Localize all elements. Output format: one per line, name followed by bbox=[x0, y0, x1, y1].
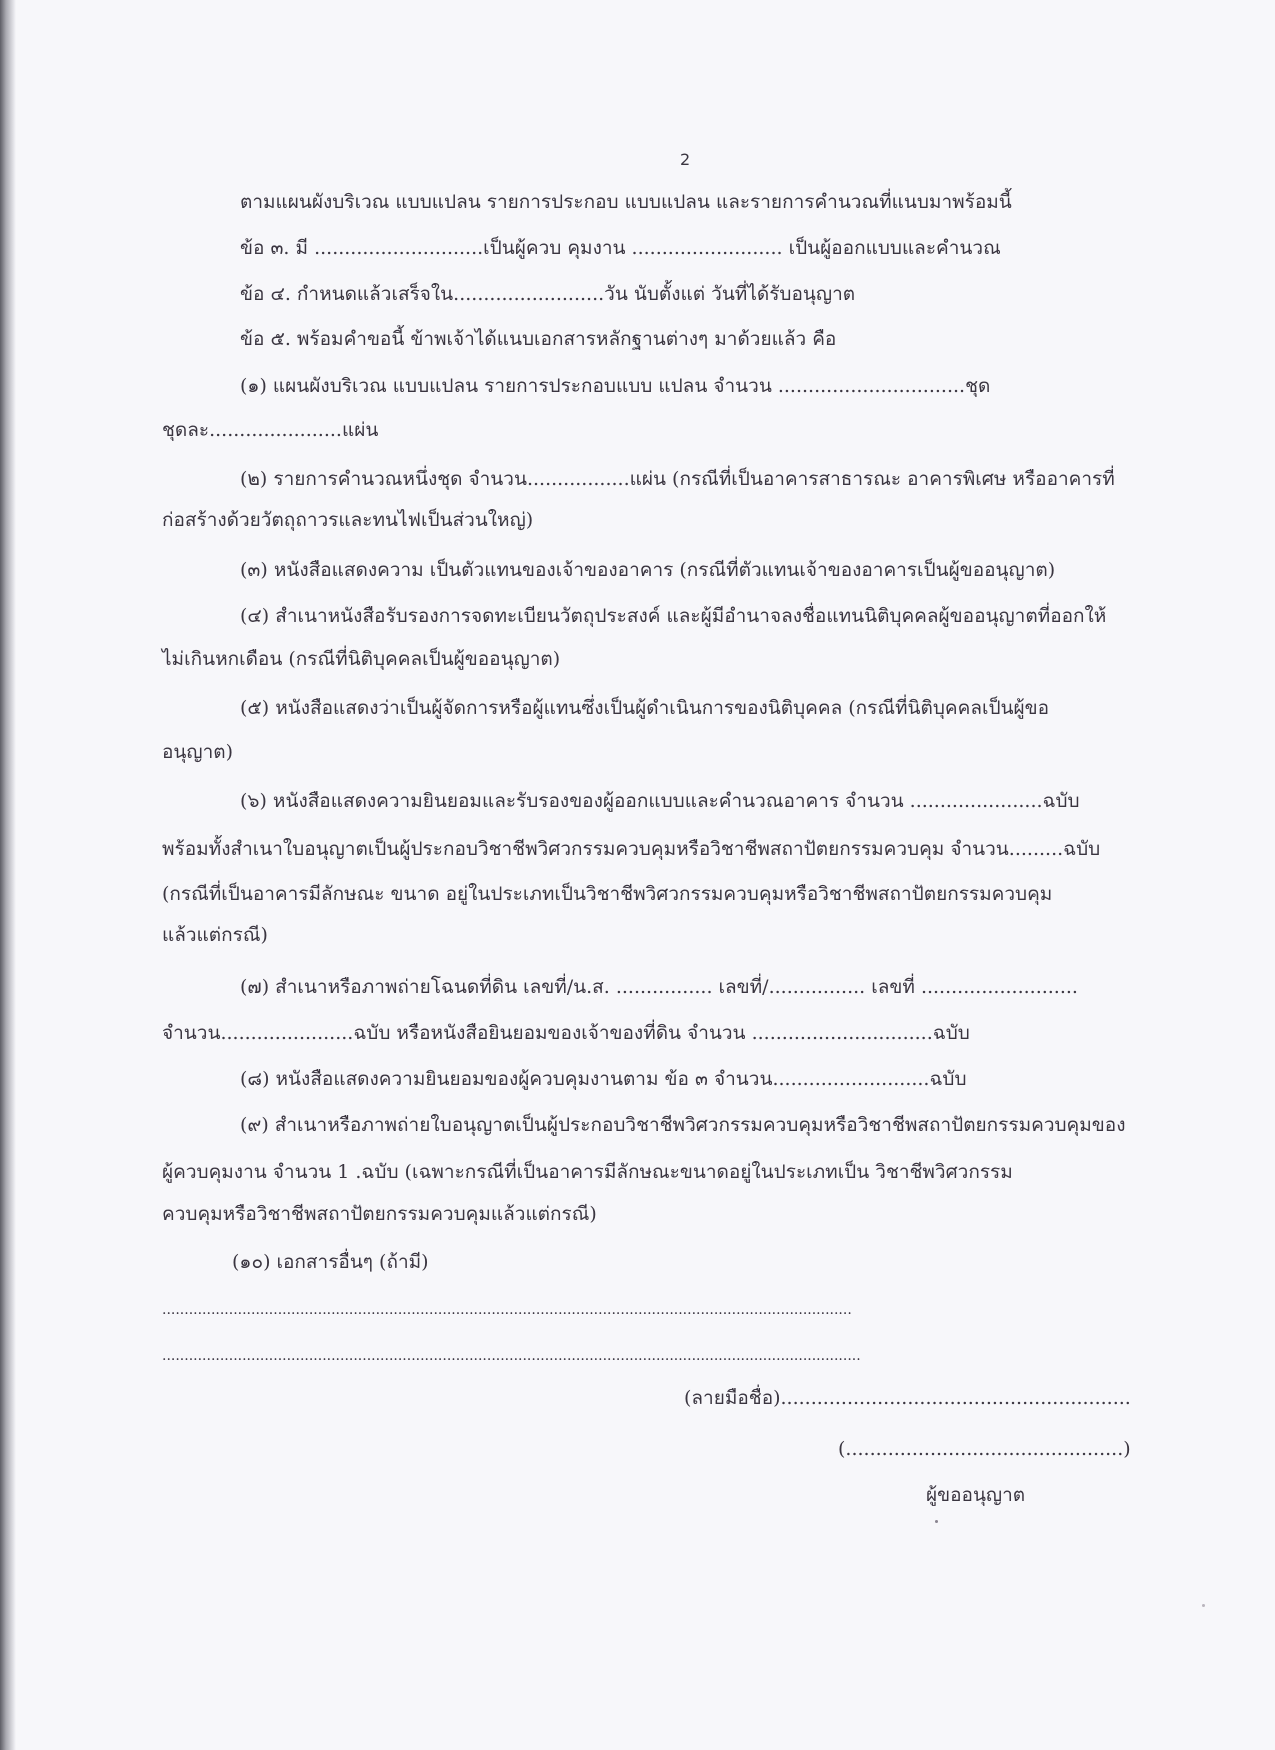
blank-dotted-line-1: ........................................................................................................................................................... bbox=[162, 1302, 852, 1318]
text-line-1: ตามแผนผังบริเวณ แบบแปลน รายการประกอบ แบบแปลน และรายการคำนวณที่แนบมาพร้อมนี้ bbox=[240, 191, 1012, 213]
item-6-cont-2: (กรณีที่เป็นอาคารมีลักษณะ ขนาด อยู่ในประเภทเป็นวิชาชีพวิศวกรรมควบคุมหรือวิชาชีพสถาปัตยกรรมควบคุม bbox=[162, 883, 1053, 905]
item-7-cont: จำนวน......................ฉบับ หรือหนังสือยินยอมของเจ้าของที่ดิน จำนวน ..............................ฉบับ bbox=[162, 1022, 970, 1044]
item-1-cont: ชุดละ......................แผ่น bbox=[162, 419, 379, 441]
item-5: (๕) หนังสือแสดงว่าเป็นผู้จัดการหรือผู้แทนซึ่งเป็นผู้ดำเนินการของนิติบุคคล (กรณีที่นิติบุคคลเป็นผู้ขอ bbox=[240, 697, 1050, 719]
item-8: (๘) หนังสือแสดงความยินยอมของผู้ควบคุมงานตาม ข้อ ๓ จำนวน..........................ฉบับ bbox=[240, 1068, 967, 1090]
item-1: (๑) แผนผังบริเวณ แบบแปลน รายการประกอบแบบ แปลน จำนวน ...............................ชุด bbox=[240, 375, 991, 397]
item-2: (๒) รายการคำนวณหนึ่งชุด จำนวน.................แผ่น (กรณีที่เป็นอาคารสาธารณะ อาคารพิเศษ หรืออาคารที่ bbox=[240, 468, 1115, 490]
item-7: (๗) สำเนาหรือภาพถ่ายโฉนดที่ดิน เลขที่/น.ส. ................ เลขที่/................ เลขที่ .......................... bbox=[240, 976, 1078, 998]
scan-speck bbox=[1202, 1604, 1205, 1607]
scan-speck bbox=[935, 1520, 938, 1523]
item-9-cont-1: ผู้ควบคุมงาน จำนวน 1 .ฉบับ (เฉพาะกรณีที่เป็นอาคารมีลักษณะขนาดอยู่ในประเภทเป็น วิชาชีพวิศวกรรม bbox=[162, 1161, 1013, 1183]
clause-5: ข้อ ๕. พร้อมคำขอนี้ ข้าพเจ้าได้แนบเอกสารหลักฐานต่างๆ มาด้วยแล้ว คือ bbox=[240, 328, 837, 350]
item-4-cont: ไม่เกินหกเดือน (กรณีที่นิติบุคคลเป็นผู้ขออนุญาต) bbox=[162, 648, 561, 670]
item-6: (๖) หนังสือแสดงความยินยอมและรับรองของผู้ออกแบบและคำนวณอาคาร จำนวน ......................ฉบับ bbox=[240, 790, 1080, 812]
clause-4: ข้อ ๔. กำหนดแล้วเสร็จใน.........................วัน นับตั้งแต่ วันที่ได้รับอนุญาต bbox=[240, 283, 856, 305]
applicant-label: ผู้ขออนุญาต bbox=[926, 1484, 1026, 1506]
item-9: (๙) สำเนาหรือภาพถ่ายใบอนุญาตเป็นผู้ประกอบวิชาชีพวิศวกรรมควบคุมหรือวิชาชีพสถาปัตยกรรมควบคุมของ bbox=[240, 1114, 1126, 1136]
scan-edge-shadow bbox=[0, 0, 16, 1750]
signer-name-line: (..............................................) bbox=[838, 1438, 1131, 1460]
item-4: (๔) สำเนาหนังสือรับรองการจดทะเบียนวัตถุประสงค์ และผู้มีอำนาจลงชื่อแทนนิติบุคคลผู้ขออนุญาตที่ออกให้ bbox=[240, 605, 1107, 627]
item-6-cont-3: แล้วแต่กรณี) bbox=[162, 924, 268, 946]
item-2-cont: ก่อสร้างด้วยวัตถุถาวรและทนไฟเป็นส่วนใหญ่) bbox=[162, 509, 534, 531]
item-9-cont-2: ควบคุมหรือวิชาชีพสถาปัตยกรรมควบคุมแล้วแต่กรณี) bbox=[162, 1203, 597, 1225]
blank-dotted-line-2: ............................................................................................................................................................. bbox=[162, 1348, 861, 1364]
item-10: (๑๐) เอกสารอื่นๆ (ถ้ามี) bbox=[232, 1251, 429, 1273]
item-5-cont: อนุญาต) bbox=[162, 741, 234, 763]
signature-line: (ลายมือชื่อ).......................................................... bbox=[684, 1387, 1131, 1409]
page-number: 2 bbox=[680, 150, 691, 169]
clause-3: ข้อ ๓. มี ............................เป็นผู้ควบ คุมงาน ......................... เป็นผู้ออกแบบและคำนวณ bbox=[240, 237, 1001, 259]
item-3: (๓) หนังสือแสดงความ เป็นตัวแทนของเจ้าของอาคาร (กรณีที่ตัวแทนเจ้าของอาคารเป็นผู้ขออนุญาต) bbox=[240, 559, 1056, 581]
item-6-cont-1: พร้อมทั้งสำเนาใบอนุญาตเป็นผู้ประกอบวิชาชีพวิศวกรรมควบคุมหรือวิชาชีพสถาปัตยกรรมควบคุม จำนวน.........ฉบับ bbox=[162, 838, 1101, 860]
